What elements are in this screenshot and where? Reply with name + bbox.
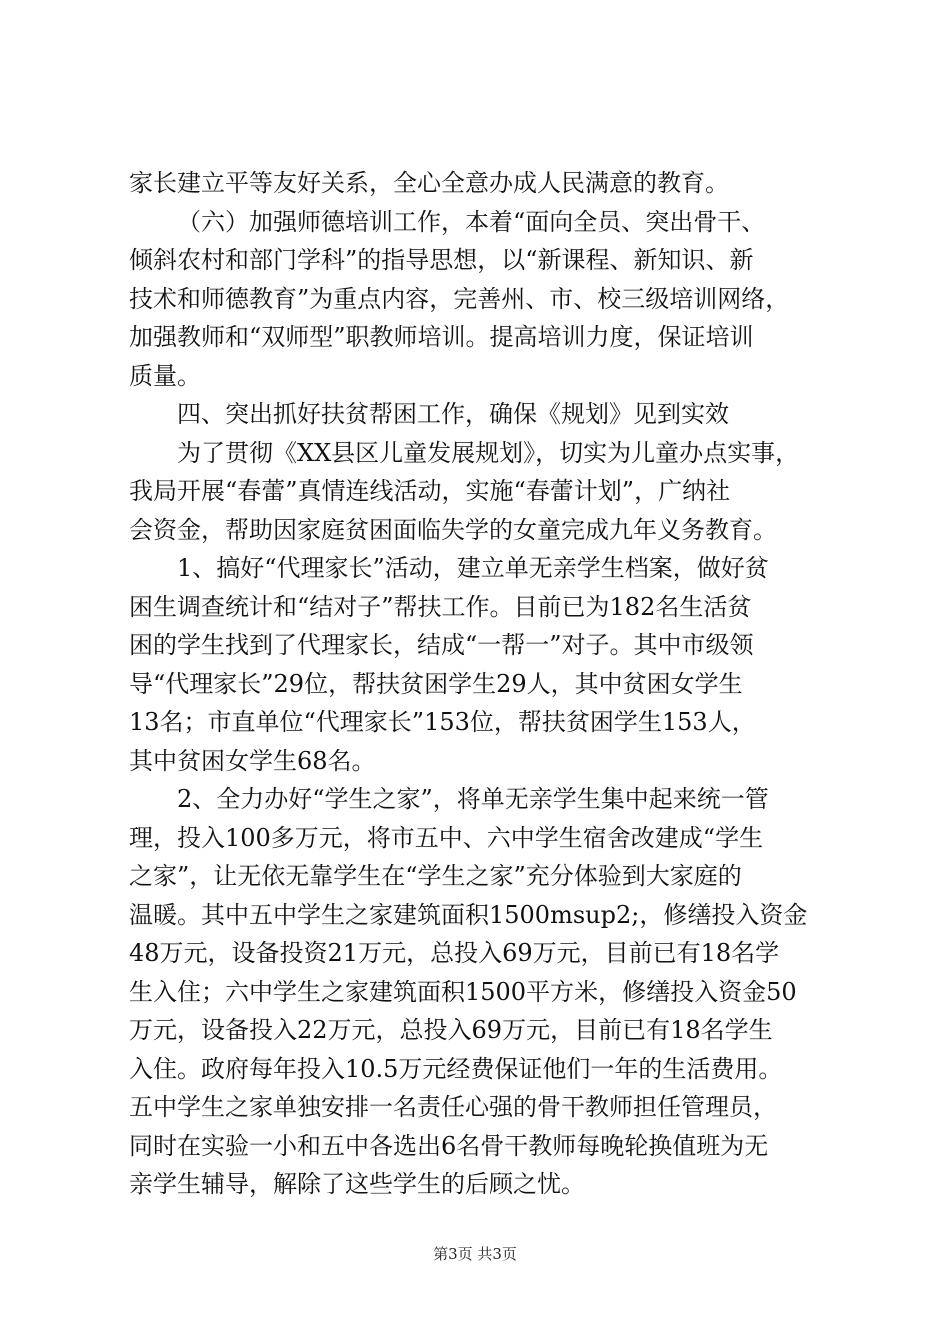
text-line: 万元，设备投入22万元，总投入69万元，目前已有18名学生 [129,1016,773,1044]
section-heading: 四、突出抓好扶贫帮困工作，确保《规划》见到实效 [177,400,729,428]
text-line: 技术和师德教育”为重点内容，完善州、市、校三级培训网络， [129,284,790,313]
text-line: 质量。 [129,361,201,390]
text-line: 同时在实验一小和五中各选出6名骨干教师每晚轮换值班为无 [129,1131,769,1160]
document-body [129,164,829,1204]
text-line: 之家”，让无依无靠学生在“学生之家”充分体验到大家庭的 [129,862,742,890]
text-line: 五中学生之家单独安排一名责任心强的骨干教师担任管理员， [129,1093,777,1121]
text-line: 其中贫困女学生68名。 [129,746,376,775]
text-line: 我局开展“春蕾”真情连线活动，实施“春蕾计划”，广纳社 [129,477,731,505]
text-line: 亲学生辅导，解除了这些学生的后顾之忧。 [129,1170,585,1198]
paragraph-first-line: （六）加强师德培训工作，本着“面向全员、突出骨干、 [177,207,766,236]
text-line: 13名；市直单位“代理家长”153位，帮扶贫困学生153人， [129,708,756,736]
text-line: 困的学生找到了代理家长，结成“一帮一”对子。其中市级领 [129,631,754,659]
text-line: 会资金，帮助因家庭贫困面临失学的女童完成九年义务教育。 [129,515,777,544]
text-line: 理，投入100多万元，将市五中、六中学生宿舍改建成“学生 [129,823,764,852]
text-line: 温暖。其中五中学生之家建筑面积1500msup2;，修缮投入资金 [129,900,808,929]
text-line: 家长建立平等友好关系，全心全意办成人民满意的教育。 [129,169,729,197]
text-line: 加强教师和“双师型”职教师培训。提高培训力度，保证培训 [129,323,754,351]
text-line: 倾斜农村和部门学科”的指导思想，以“新课程、新知识、新 [129,246,754,274]
page-footer [0,1244,950,1264]
text-line: 48万元，设备投资21万元，总投入69万元，目前已有18名学 [129,939,780,967]
paragraph-first-line: 为了贯彻《XX县区儿童发展规划》，切实为儿童办点实事， [177,438,800,467]
paragraph-first-line: 2、全力办好“学生之家”，将单无亲学生集中起来统一管 [177,785,769,813]
page-number: 第3页 共3页 [433,1245,517,1263]
text-line: 困生调查统计和“结对子”帮扶工作。目前已为182名生活贫 [129,592,752,621]
text-line: 生入住；六中学生之家建筑面积1500平方米，修缮投入资金50 [129,977,797,1006]
text-line: 入住。政府每年投入10.5万元经费保证他们一年的生活费用。 [129,1054,783,1083]
text-line: 导“代理家长”29位，帮扶贫困学生29人，其中贫困女学生 [129,669,743,698]
paragraph-first-line: 1、搞好“代理家长”活动，建立单无亲学生档案，做好贫 [177,554,769,582]
